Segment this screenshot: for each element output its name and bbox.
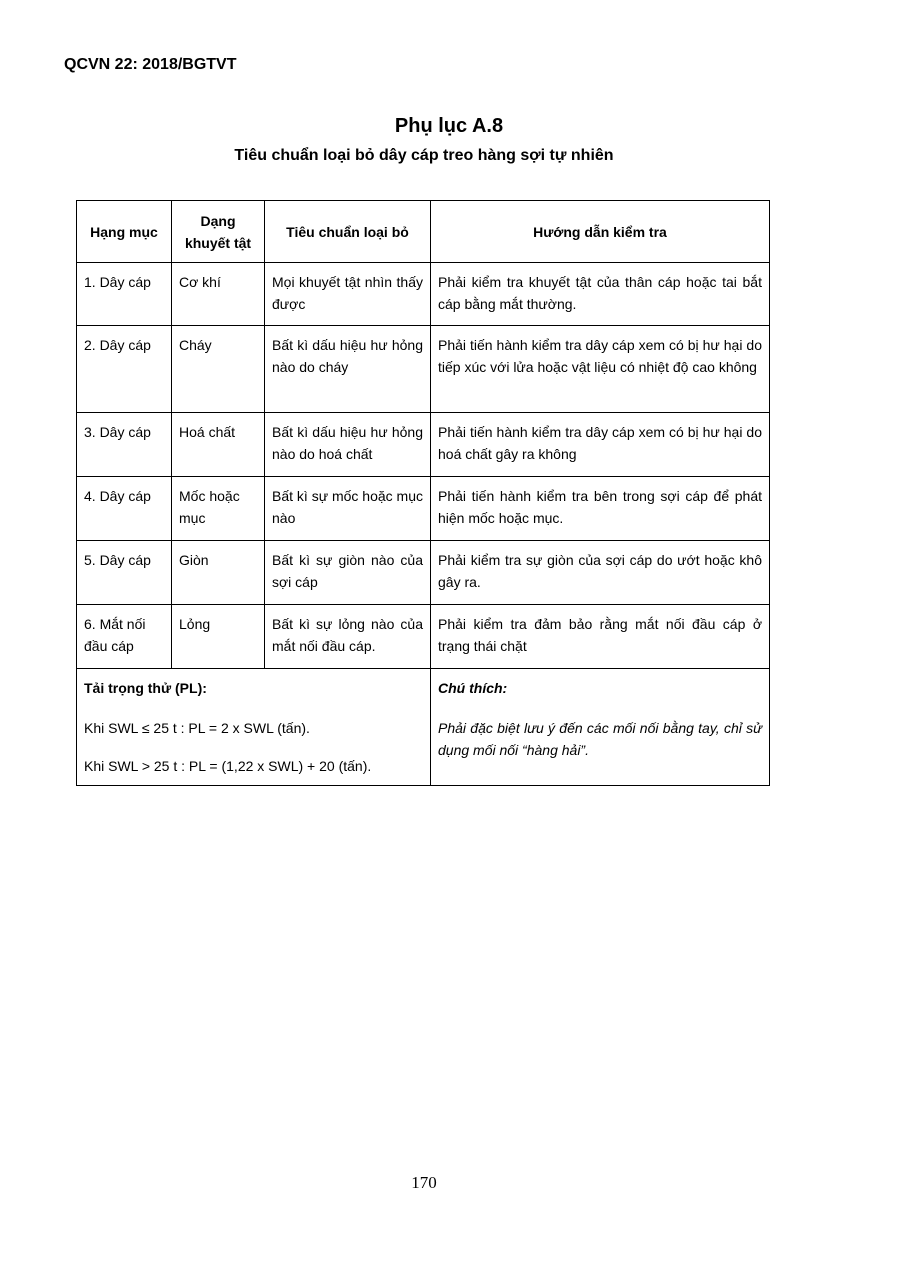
column-header-criterion: Tiêu chuẩn loại bỏ xyxy=(265,201,431,263)
cell-defect: Mốc hoặc mục xyxy=(172,477,265,541)
table-row xyxy=(77,263,770,326)
table-row xyxy=(77,413,770,477)
cell-criterion: Bất kì sự lỏng nào của mắt nối đầu cáp. xyxy=(265,605,431,669)
cell-guide: Phải tiến hành kiểm tra dây cáp xem có bị hư hại do hoá chất gây ra không xyxy=(431,413,770,477)
column-header-guide: Hướng dẫn kiểm tra xyxy=(431,201,770,263)
cell-item: 6. Mắt nối đầu cáp xyxy=(77,605,172,669)
column-header-item: Hạng mục xyxy=(77,201,172,263)
cell-guide: Phải kiểm tra sự giòn của sợi cáp do ướt hoặc khô gây ra. xyxy=(431,541,770,605)
cell-item: 4. Dây cáp xyxy=(77,477,172,541)
appendix-title: Phụ lục A.8 xyxy=(394,115,504,137)
cell-defect: Giòn xyxy=(172,541,265,605)
test-load-formula-2: Khi SWL > 25 t : PL = (1,22 x SWL) + 20 (tấn). xyxy=(84,758,372,774)
note-title: Chú thích: xyxy=(438,680,508,696)
test-load-cell xyxy=(77,669,431,786)
cell-item: 1. Dây cáp xyxy=(77,263,172,326)
cell-guide: Phải tiến hành kiểm tra dây cáp xem có bị hư hại do tiếp xúc với lửa hoặc vật liệu có nhiệt độ cao không xyxy=(431,326,770,413)
cell-guide: Phải kiểm tra đảm bảo rằng mắt nối đầu cáp ở trạng thái chặt xyxy=(431,605,770,669)
cell-criterion: Bất kì dấu hiệu hư hỏng nào do cháy xyxy=(265,326,431,413)
note-cell xyxy=(431,669,770,786)
table-row xyxy=(77,477,770,541)
page-number: 170 xyxy=(411,1173,437,1192)
cell-item: 3. Dây cáp xyxy=(77,413,172,477)
cell-item: 2. Dây cáp xyxy=(77,326,172,413)
test-load-formula-1: Khi SWL ≤ 25 t : PL = 2 x SWL (tấn). xyxy=(84,720,310,736)
cell-guide: Phải kiểm tra khuyết tật của thân cáp hoặc tai bắt cáp bằng mắt thường. xyxy=(431,263,770,326)
document-code: QCVN 22: 2018/BGTVT xyxy=(64,56,237,73)
cell-defect: Lỏng xyxy=(172,605,265,669)
table-row xyxy=(77,605,770,669)
cell-guide: Phải tiến hành kiểm tra bên trong sợi cáp để phát hiện mốc hoặc mục. xyxy=(431,477,770,541)
test-load-title: Tải trọng thử (PL): xyxy=(84,680,207,696)
cell-defect: Cơ khí xyxy=(172,263,265,326)
cell-item: 5. Dây cáp xyxy=(77,541,172,605)
table-header-row xyxy=(77,201,770,263)
column-header-defect: Dạng khuyết tật xyxy=(172,201,265,263)
rejection-criteria-table xyxy=(76,200,770,786)
table-row xyxy=(77,541,770,605)
cell-criterion: Bất kì dấu hiệu hư hỏng nào do hoá chất xyxy=(265,413,431,477)
cell-defect: Hoá chất xyxy=(172,413,265,477)
cell-criterion: Bất kì sự giòn nào của sợi cáp xyxy=(265,541,431,605)
cell-defect: Cháy xyxy=(172,326,265,413)
appendix-subtitle: Tiêu chuẩn loại bỏ dây cáp treo hàng sợi tự nhiên xyxy=(234,147,614,164)
table-footer-row xyxy=(77,669,770,786)
cell-criterion: Mọi khuyết tật nhìn thấy được xyxy=(265,263,431,326)
note-text: Phải đặc biệt lưu ý đến các mối nối bằng tay, chỉ sử dụng mối nối “hàng hải”. xyxy=(438,720,762,758)
cell-criterion: Bất kì sự mốc hoặc mục nào xyxy=(265,477,431,541)
table-row xyxy=(77,326,770,413)
